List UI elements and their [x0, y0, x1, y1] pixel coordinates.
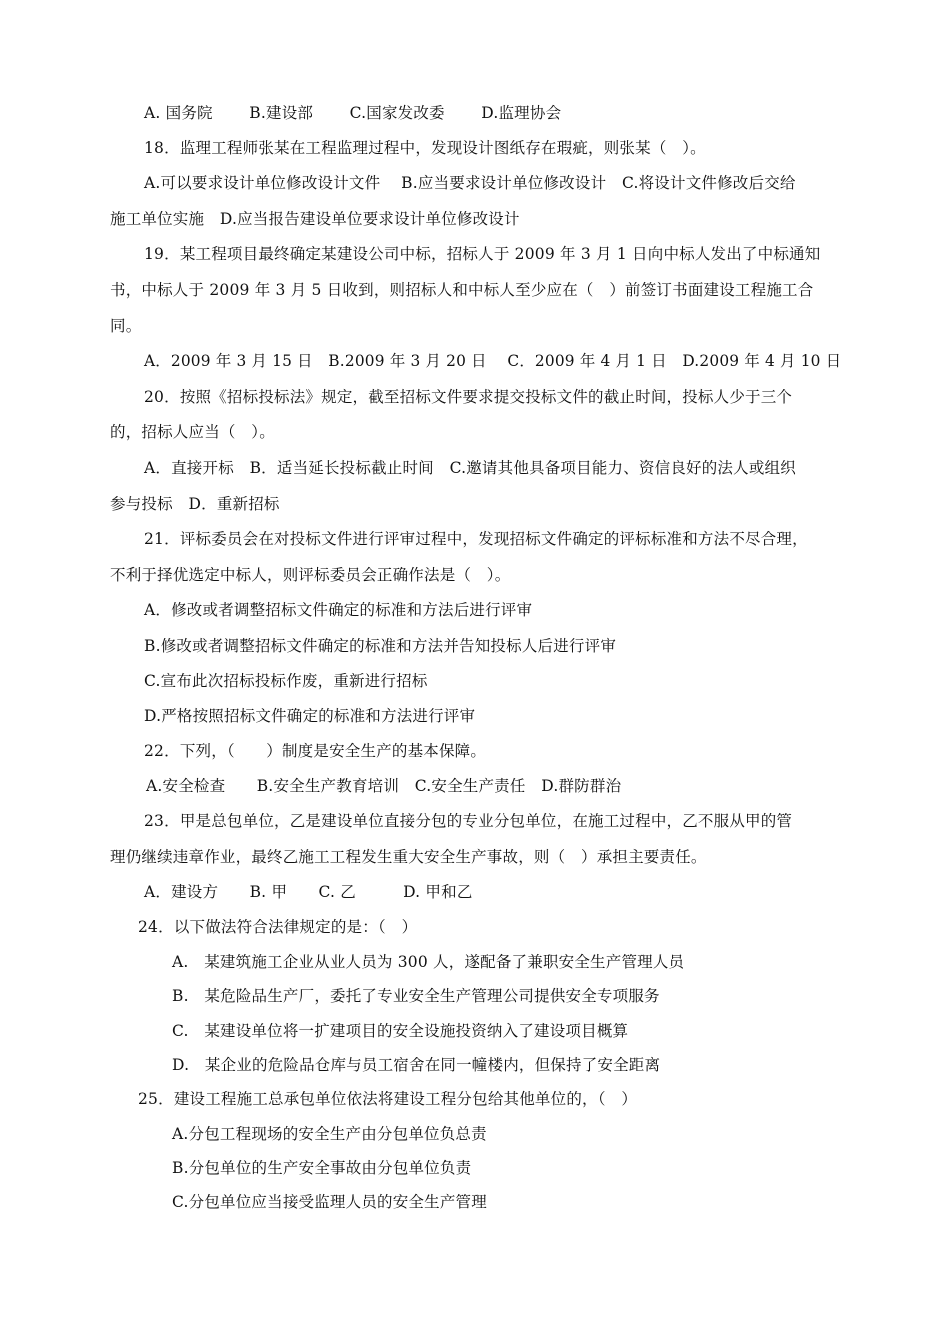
q24-option-a: A. 某建筑施工企业从业人员为 300 人，遂配备了兼职安全生产管理人员	[172, 953, 685, 971]
q22-stem: 22．下列，（ ）制度是安全生产的基本保障。	[144, 742, 487, 760]
q18-stem: 18．监理工程师张某在工程监理过程中，发现设计图纸存在瑕疵，则张某（ ）。	[144, 139, 706, 157]
q24-option-b: B. 某危险品生产厂，委托了专业安全生产管理公司提供安全专项服务	[172, 987, 660, 1005]
q21-option-d: D.严格按照招标文件确定的标准和方法进行评审	[144, 707, 476, 725]
q21-stem-line2: 不利于择优选定中标人，则评标委员会正确作法是（ ）。	[110, 566, 511, 584]
q19-stem-line3: 同。	[110, 317, 142, 335]
q23-stem-line1: 23．甲是总包单位，乙是建设单位直接分包的专业分包单位，在施工过程中，乙不服从甲的管	[144, 812, 793, 830]
q20-options-line2: 参与投标 D．重新招标	[110, 495, 280, 513]
q18-options-line1: A.可以要求设计单位修改设计文件 B.应当要求设计单位修改设计 C.将设计文件修改后交给	[144, 174, 796, 192]
q21-option-b: B.修改或者调整招标文件确定的标准和方法并告知投标人后进行评审	[144, 637, 617, 655]
q22-options: A.安全检查 B.安全生产教育培训 C.安全生产责任 D.群防群治	[146, 777, 622, 795]
q23-options: A．建设方 B. 甲 C. 乙 D. 甲和乙	[144, 883, 473, 901]
q18-options-line2: 施工单位实施 D.应当报告建设单位要求设计单位修改设计	[110, 210, 520, 228]
q21-option-a: A．修改或者调整招标文件确定的标准和方法后进行评审	[144, 601, 533, 619]
q20-stem-line1: 20．按照《招标投标法》规定，截至招标文件要求提交投标文件的截止时间，投标人少于三个	[144, 388, 793, 406]
q19-options: A．2009 年 3 月 15 日 B.2009 年 3 月 20 日 C．2009 年 4 月 1 日 D.2009 年 4 月 10 日	[144, 352, 842, 370]
q17-options: A. 国务院 B.建设部 C.国家发改委 D.监理协会	[144, 104, 562, 122]
q21-stem-line1: 21．评标委员会在对投标文件进行评审过程中，发现招标文件确定的评标标准和方法不尽合理，	[144, 530, 808, 548]
q19-stem-line1: 19．某工程项目最终确定某建设公司中标，招标人于 2009 年 3 月 1 日向中标人发出了中标通知	[144, 245, 821, 263]
q24-option-c: C. 某建设单位将一扩建项目的安全设施投资纳入了建设项目概算	[172, 1022, 629, 1040]
q24-option-d: D. 某企业的危险品仓库与员工宿舍在同一幢楼内，但保持了安全距离	[172, 1056, 661, 1074]
q20-stem-line2: 的，招标人应当（ ）。	[110, 423, 275, 441]
q25-option-a: A.分包工程现场的安全生产由分包单位负总责	[172, 1125, 487, 1143]
q23-stem-line2: 理仍继续违章作业，最终乙施工工程发生重大安全生产事故，则（ ）承担主要责任。	[110, 848, 707, 866]
q25-option-c: C.分包单位应当接受监理人员的安全生产管理	[172, 1193, 487, 1211]
q19-stem-line2: 书，中标人于 2009 年 3 月 5 日收到，则招标人和中标人至少应在（ ）前签订书面建设工程施工合	[110, 281, 814, 299]
q21-option-c: C.宣布此次招标投标作废，重新进行招标	[144, 672, 428, 690]
q25-stem: 25．建设工程施工总承包单位依法将建设工程分包给其他单位的，（ ）	[138, 1090, 638, 1108]
q20-options-line1: A．直接开标 B．适当延长投标截止时间 C.邀请其他具备项目能力、资信良好的法人或组织	[144, 459, 796, 477]
q24-stem: 24．以下做法符合法律规定的是：（ ）	[138, 918, 418, 936]
q25-option-b: B.分包单位的生产安全事故由分包单位负责	[172, 1159, 472, 1177]
